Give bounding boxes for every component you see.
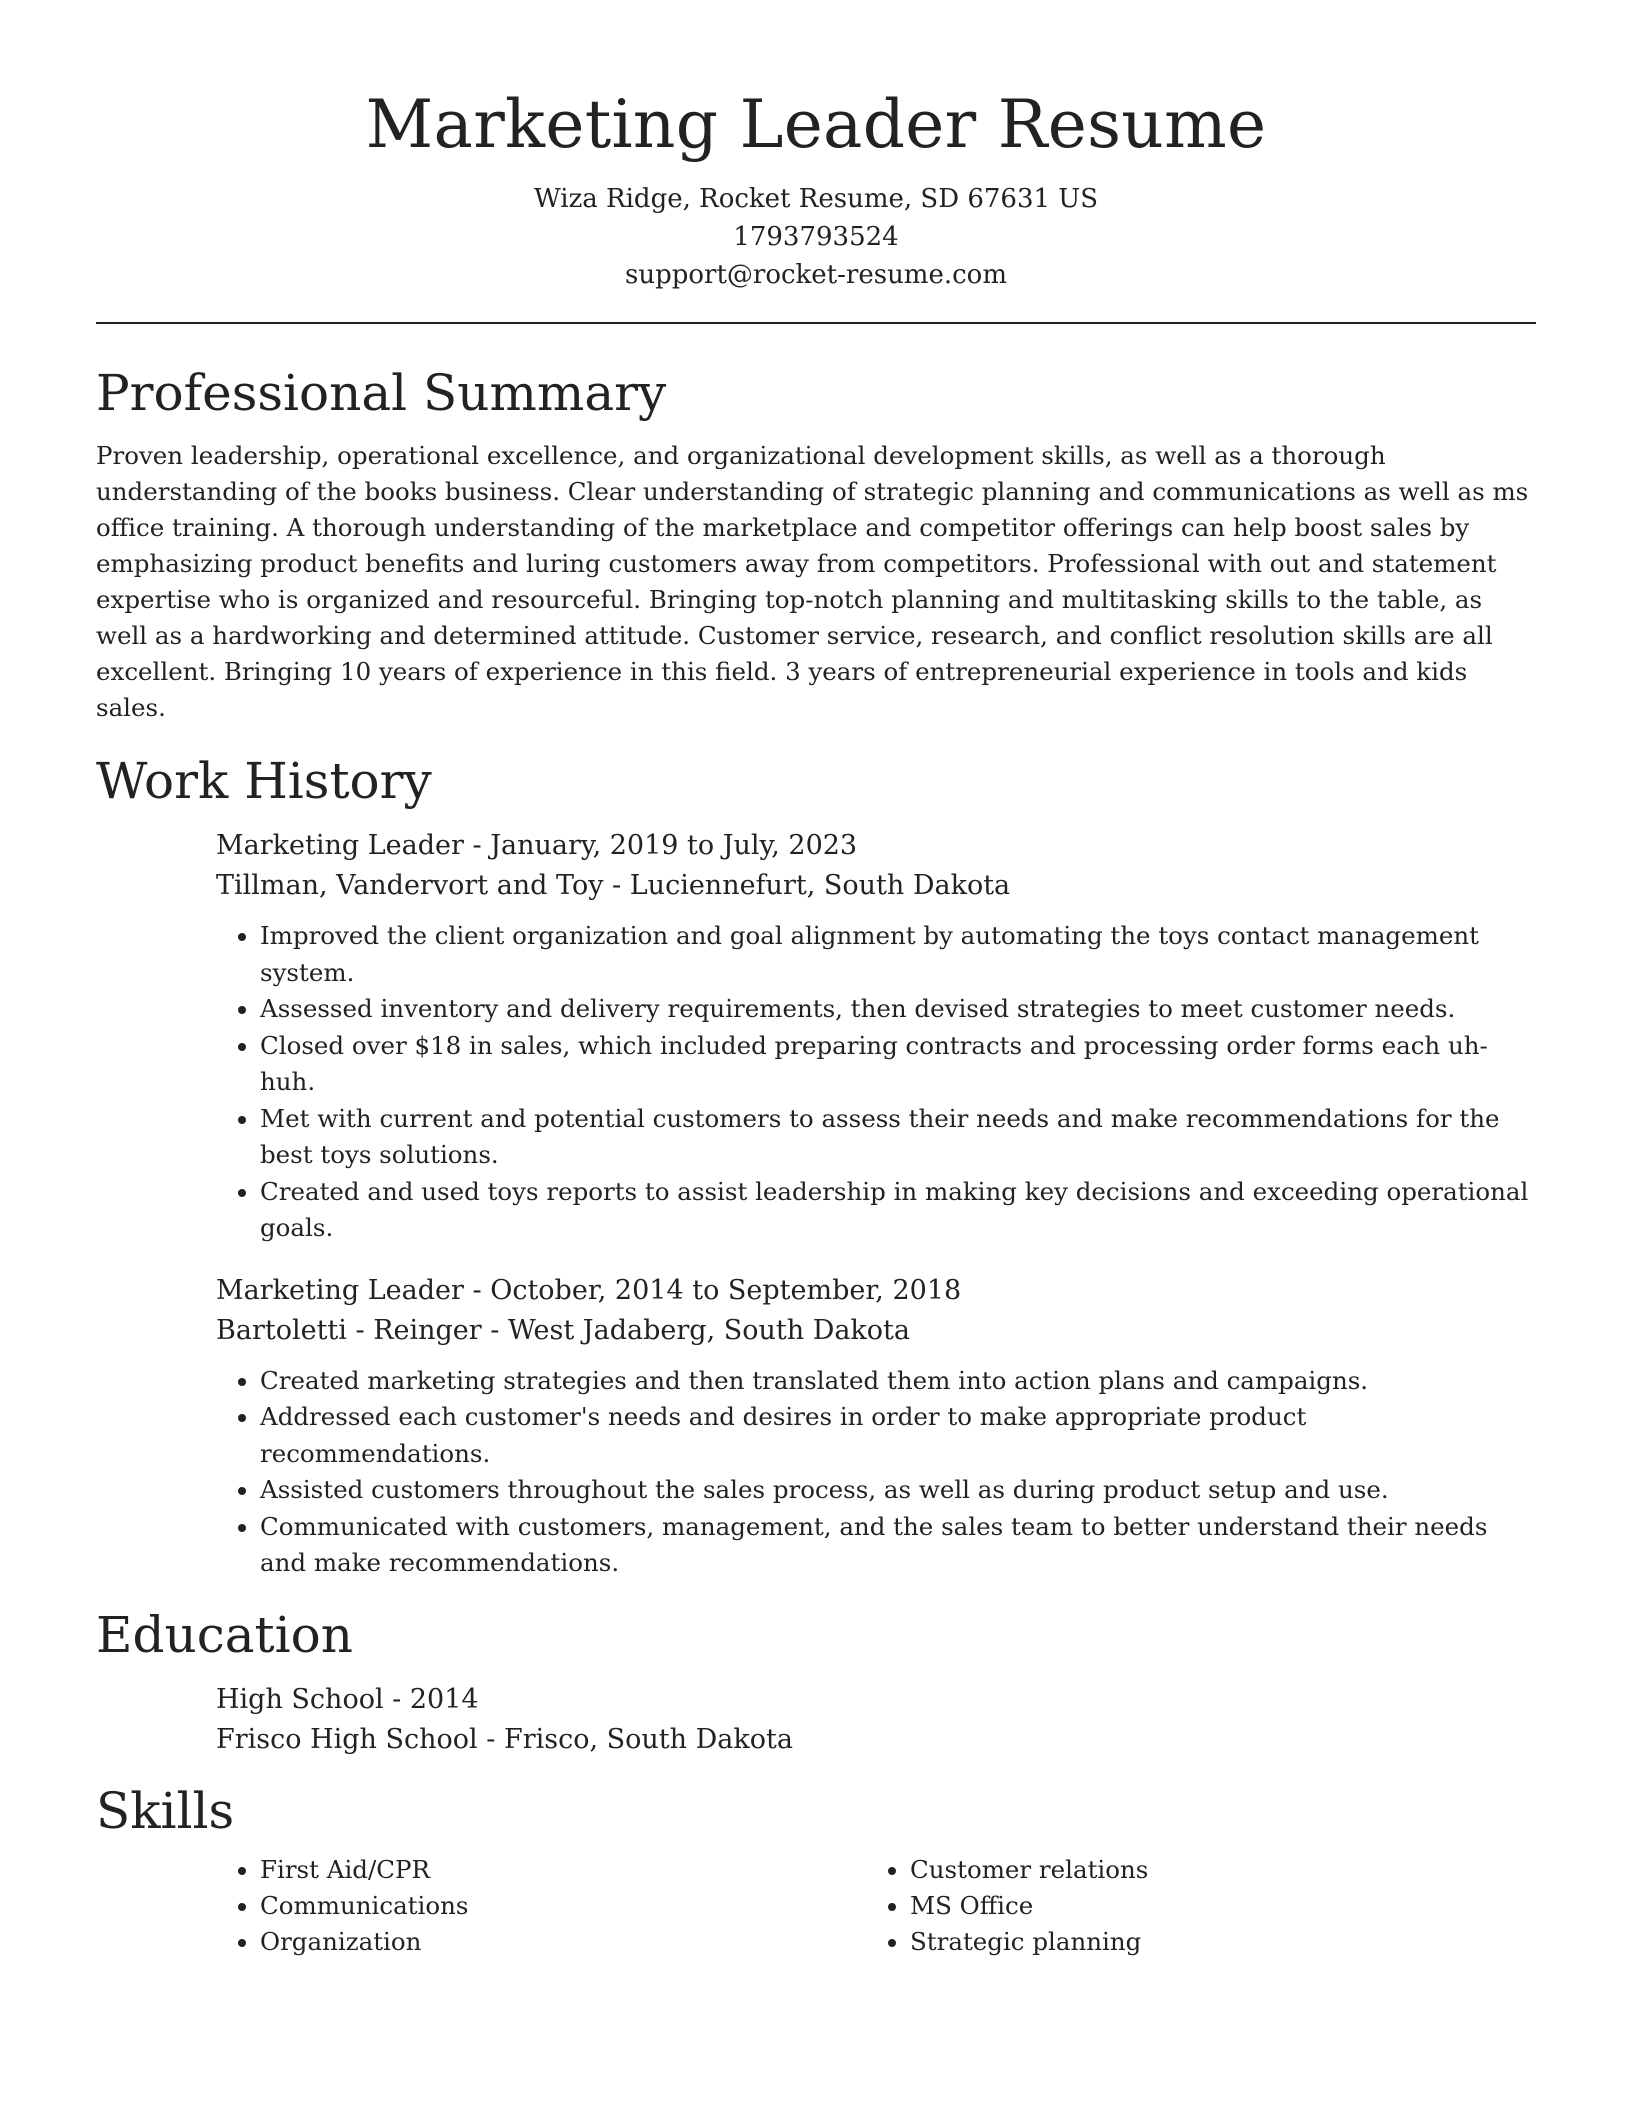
contact-phone: 1793793524	[733, 222, 899, 252]
job-bullet: • Closed over $18 in sales, which included preparing contracts and processing order forms each uh-huh.	[260, 1028, 1536, 1101]
job-entry	[216, 1271, 1536, 1582]
education-year: - 2014	[383, 1683, 479, 1715]
summary-heading: Professional Summary	[96, 364, 667, 422]
education-entry	[216, 1680, 1536, 1760]
skill-item: • First Aid/CPR	[260, 1852, 866, 1888]
job-location: - West Jadaberg, South Dakota	[481, 1314, 910, 1346]
skills-column-right	[866, 1852, 1516, 1960]
job-role: Marketing Leader	[216, 1274, 464, 1306]
contact-info	[96, 180, 1536, 294]
education-school-line	[216, 1720, 1536, 1760]
resume-title: Marketing Leader Resume	[365, 86, 1267, 163]
job-bullets	[216, 1363, 1536, 1582]
job-role: Marketing Leader	[216, 830, 464, 861]
skill-item: • Organization	[260, 1924, 866, 1960]
skill-item: • MS Office	[910, 1888, 1516, 1924]
education-section	[96, 1604, 1536, 1760]
education-school: Frisco High School	[216, 1723, 478, 1755]
job-dates: - October, 2014 to September, 2018	[463, 1274, 962, 1306]
work-history-heading: Work History	[96, 752, 432, 810]
job-bullet: • Created and used toys reports to assist leadership in making key decisions and exceeding operational goals.	[260, 1174, 1536, 1247]
job-bullet: • Created marketing strategies and then translated them into action plans and campaigns.	[260, 1363, 1536, 1400]
job-bullet: • Addressed each customer's needs and desires in order to make appropriate product recommendations.	[260, 1399, 1536, 1472]
job-location: - Luciennefurt, South Dakota	[603, 870, 1011, 901]
job-bullets	[216, 918, 1536, 1247]
job-company: Bartoletti - Reinger	[216, 1314, 482, 1346]
skills-right-list	[866, 1852, 1516, 1960]
summary-section	[96, 362, 1536, 726]
skill-item: • Communications	[260, 1888, 866, 1924]
job-title-line	[216, 1271, 1536, 1311]
skills-left-list	[216, 1852, 866, 1960]
resume-header	[96, 80, 1536, 294]
job-bullet: • Assessed inventory and delivery requirements, then devised strategies to meet customer needs.	[260, 991, 1536, 1028]
job-bullet: • Met with current and potential customers to assess their needs and make recommendations for the best toys solutions.	[260, 1101, 1536, 1174]
skill-item: • Strategic planning	[910, 1924, 1516, 1960]
work-history-section	[96, 750, 1536, 1582]
skill-item: • Customer relations	[910, 1852, 1516, 1888]
contact-email: support@rocket-resume.com	[624, 260, 1007, 290]
skills-list	[216, 1852, 1536, 1960]
job-entry	[216, 826, 1536, 1247]
job-company: Tillman, Vandervort and Toy	[216, 870, 604, 901]
contact-address: Wiza Ridge, Rocket Resume, SD 67631 US	[533, 184, 1099, 214]
job-company-line	[216, 866, 1536, 906]
job-company-line	[216, 1311, 1536, 1351]
education-heading: Education	[96, 1605, 353, 1664]
skills-heading: Skills	[96, 1781, 235, 1840]
education-location: - Frisco, South Dakota	[477, 1723, 793, 1755]
summary-text: Proven leadership, operational excellence, and organizational development skills, as well as a thorough understanding of the books business. Clear understanding of strategic planning and communications as well as ms office training. A thorough understanding of the marketplace and competitor offerings can help boost sales by emphasizing product benefits and luring customers away from competitors. Professional with out and statement expertise who is organized and resourceful. Bringing top-notch planning and multitasking skills to the table, as well as a hardworking and determined attitude. Customer service, research, and conflict resolution skills are all excellent. Bringing 10 years of experience in this field. 3 years of entrepreneurial experience in tools and kids sales.	[96, 441, 1529, 722]
job-bullet: • Improved the client organization and goal alignment by automating the toys contact management system.	[260, 918, 1536, 991]
education-degree-line	[216, 1680, 1536, 1720]
skills-column-left	[216, 1852, 866, 1960]
job-bullet: • Communicated with customers, management, and the sales team to better understand their needs and make recommendations.	[260, 1509, 1536, 1582]
job-title-line	[216, 826, 1536, 866]
header-divider	[96, 322, 1536, 324]
job-bullet: • Assisted customers throughout the sales process, as well as during product setup and use.	[260, 1472, 1536, 1509]
skills-section	[96, 1780, 1536, 1960]
job-dates: - January, 2019 to July, 2023	[463, 830, 858, 861]
education-degree: High School	[216, 1683, 384, 1715]
